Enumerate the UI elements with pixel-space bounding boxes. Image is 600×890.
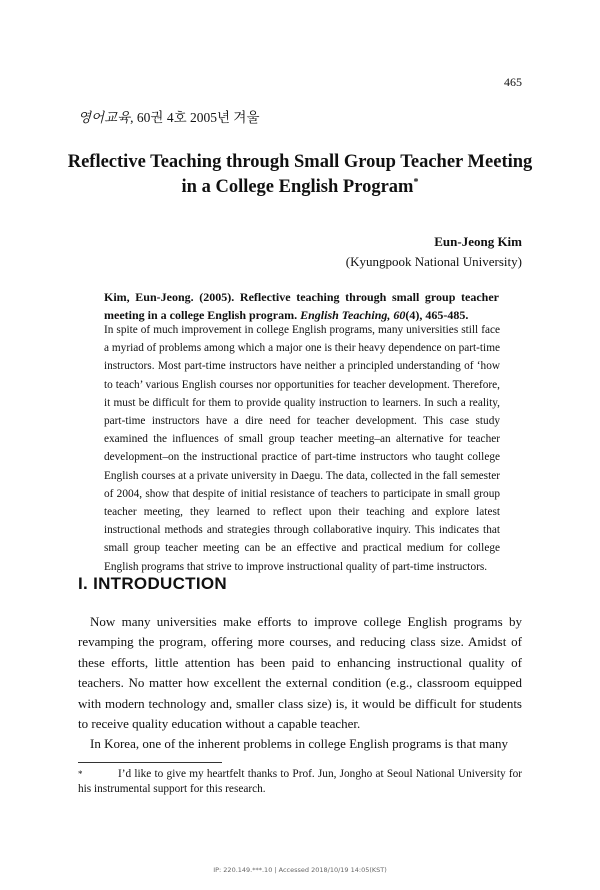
abstract: In spite of much improvement in college English programs, many universities still face a myriad of problems among which a major one is their heavy dependence on part-time instructors. Most part-time instructors have neither a principled understanding of ‘how to teach’ various English courses nor opportunities for teacher development. Therefore, it must be difficult for them to provide quality instruction to learners. In such a reality, part-time instructors have a dire need for teacher development. This case study examined the influences of small group teacher meeting–an alternative for teacher development–on the instructional practice of part-time instructors who taught college English courses at a private university in Daegu. The data, collected in the fall semester of 2004, show that despite of initial resistance of teachers to participate in small group teacher meeting, they learned to reflect upon their teaching and explore latest instructional methods and strategies through collaborative inquiry. This indicates that small group teacher meeting can be an effective and practical medium for college English programs that strive to improve instructional quality of part-time instructors. (104, 324, 500, 573)
journal-issue: , 60권 4호 2005년 겨울 (130, 110, 260, 125)
paper-title (40, 150, 560, 200)
access-info: IP: 220.149.***.10 | Accessed 2018/10/19 14:05(KST) (213, 866, 387, 874)
author-affiliation: (Kyungpook National University) (345, 254, 522, 269)
author-name: Eun-Jeong Kim (434, 234, 522, 249)
footnote (78, 767, 522, 797)
footnote-text: I’d like to give my heartfelt thanks to Prof. Jun, Jongho at Seoul National University for his instrumental support for this research. (78, 768, 522, 795)
citation-rest: (4), 465-485. (405, 308, 469, 322)
body-text (78, 612, 522, 755)
title-line-2: in a College English Program (181, 177, 414, 197)
footnote-mark: * (78, 769, 83, 779)
body-paragraph: Now many universities make efforts to improve college English programs by revamping the program, offering more courses, and reducing class size. Amidst of these efforts, little attention has been paid to enhancing instructional quality of teachers. No matter how excellent the external condition (e.g., classroom equipped with modern technology and, smaller class size) is, it would be difficult for students to receive quality education without a capable teacher. (78, 614, 522, 732)
section-heading: I. INTRODUCTION (78, 574, 227, 593)
title-footnote-mark: * (413, 176, 419, 188)
citation-lead: Kim, Eun-Jeong. (2005). Reflective teaching through small group teacher meeting in a college English program. (104, 290, 499, 322)
citation-journal: English Teaching, 60 (300, 308, 406, 322)
page-number: 465 (504, 75, 522, 89)
citation (104, 288, 499, 324)
body-paragraph: In Korea, one of the inherent problems in college English programs is that many (90, 736, 509, 752)
title-line-1: Reflective Teaching through Small Group Teacher Meeting (67, 152, 533, 172)
footnote-divider (78, 762, 222, 763)
journal-name: 영어교육 (78, 110, 131, 125)
journal-header (78, 106, 260, 126)
